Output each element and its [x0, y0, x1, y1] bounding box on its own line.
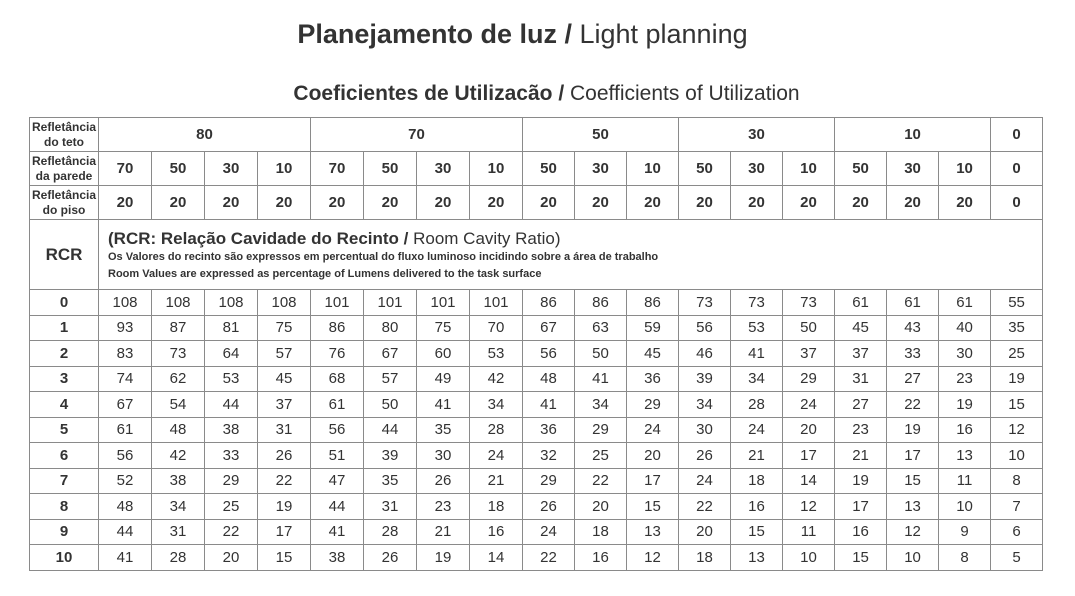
ceiling-reflectance-value: 10: [835, 118, 991, 152]
coefficient-cell: 42: [470, 366, 523, 392]
coefficient-cell: 29: [575, 417, 627, 443]
wall-reflectance-value: 10: [783, 152, 835, 186]
coefficient-cell: 24: [731, 417, 783, 443]
coefficient-cell: 30: [939, 341, 991, 367]
coefficient-cell: 19: [258, 494, 311, 520]
coefficient-cell: 29: [627, 392, 679, 418]
coefficient-cell: 45: [258, 366, 311, 392]
coefficient-cell: 41: [311, 519, 364, 545]
floor-reflectance-value: 20: [99, 186, 152, 220]
coefficient-cell: 38: [311, 545, 364, 571]
wall-reflectance-value: 50: [523, 152, 575, 186]
coefficient-cell: 17: [835, 494, 887, 520]
wall-reflectance-value: 30: [205, 152, 258, 186]
coefficient-cell: 20: [783, 417, 835, 443]
coefficient-cell: 15: [731, 519, 783, 545]
coefficient-cell: 36: [523, 417, 575, 443]
coefficient-cell: 12: [783, 494, 835, 520]
coefficient-cell: 17: [258, 519, 311, 545]
coefficient-cell: 22: [679, 494, 731, 520]
coefficient-cell: 20: [627, 443, 679, 469]
coefficient-cell: 80: [364, 315, 417, 341]
coefficient-cell: 19: [835, 468, 887, 494]
table-row: [30, 417, 1043, 443]
coefficient-cell: 12: [627, 545, 679, 571]
coefficient-cell: 28: [364, 519, 417, 545]
coefficient-cell: 61: [311, 392, 364, 418]
coefficient-cell: 12: [887, 519, 939, 545]
table-title-bold: Coeficientes de Utilizacão /: [293, 82, 565, 105]
rcr-value: 6: [30, 443, 99, 469]
wall-reflectance-value: 0: [991, 152, 1043, 186]
coefficient-cell: 24: [470, 443, 523, 469]
coefficient-cell: 15: [627, 494, 679, 520]
coefficient-cell: 25: [991, 341, 1043, 367]
rcr-value: 4: [30, 392, 99, 418]
rcr-note-portuguese: Os Valores do recinto são expressos em percentual do fluxo luminoso incidindo sobre a área de trabalho: [108, 250, 659, 263]
floor-reflectance-value: 20: [575, 186, 627, 220]
coefficient-cell: 27: [835, 392, 887, 418]
coefficient-cell: 14: [783, 468, 835, 494]
floor-reflectance-value: 20: [783, 186, 835, 220]
coefficient-cell: 5: [991, 545, 1043, 571]
coefficient-cell: 44: [364, 417, 417, 443]
coefficient-cell: 56: [523, 341, 575, 367]
coefficient-cell: 16: [835, 519, 887, 545]
page-title-regular: Light planning: [571, 19, 748, 49]
coefficient-cell: 34: [731, 366, 783, 392]
coefficient-cell: 38: [152, 468, 205, 494]
coefficient-cell: 8: [939, 545, 991, 571]
floor-reflectance-value: 20: [939, 186, 991, 220]
coefficient-cell: 29: [205, 468, 258, 494]
coefficient-cell: 14: [470, 545, 523, 571]
coefficient-cell: 67: [523, 315, 575, 341]
rcr-note-title-bold: (RCR: Relação Cavidade do Recinto /: [108, 228, 409, 248]
coefficient-cell: 31: [364, 494, 417, 520]
table-row: [30, 366, 1043, 392]
coefficient-cell: 62: [152, 366, 205, 392]
rcr-value: 1: [30, 315, 99, 341]
coefficient-cell: 28: [731, 392, 783, 418]
coefficient-cell: 15: [887, 468, 939, 494]
coefficient-cell: 81: [205, 315, 258, 341]
wall-reflectance-label: Refletância da parede: [30, 152, 99, 186]
coefficient-cell: 64: [205, 341, 258, 367]
floor-reflectance-value: 20: [258, 186, 311, 220]
coefficient-cell: 15: [991, 392, 1043, 418]
floor-reflectance-value: 20: [152, 186, 205, 220]
coefficient-cell: 57: [258, 341, 311, 367]
coefficient-cell: 101: [470, 290, 523, 316]
coefficient-cell: 6: [991, 519, 1043, 545]
rcr-value: 3: [30, 366, 99, 392]
coefficient-cell: 9: [939, 519, 991, 545]
wall-reflectance-value: 70: [311, 152, 364, 186]
coefficient-cell: 15: [835, 545, 887, 571]
coefficient-cell: 108: [205, 290, 258, 316]
coefficient-cell: 31: [835, 366, 887, 392]
coefficient-cell: 19: [417, 545, 470, 571]
floor-reflectance-value: 20: [364, 186, 417, 220]
table-row: [30, 494, 1043, 520]
coefficient-cell: 21: [470, 468, 523, 494]
coefficient-cell: 49: [417, 366, 470, 392]
coefficient-cell: 22: [575, 468, 627, 494]
coefficient-cell: 17: [887, 443, 939, 469]
page-title: [0, 16, 1045, 52]
coefficient-cell: 56: [311, 417, 364, 443]
coefficient-cell: 10: [939, 494, 991, 520]
rcr-value: 10: [30, 545, 99, 571]
coefficient-cell: 35: [364, 468, 417, 494]
coefficient-cell: 12: [991, 417, 1043, 443]
coefficient-cell: 87: [152, 315, 205, 341]
rcr-value: 5: [30, 417, 99, 443]
coefficient-cell: 48: [523, 366, 575, 392]
wall-reflectance-row: [30, 152, 1043, 186]
coefficient-cell: 21: [835, 443, 887, 469]
coefficient-cell: 73: [679, 290, 731, 316]
floor-reflectance-value: 20: [887, 186, 939, 220]
coefficient-cell: 56: [679, 315, 731, 341]
ceiling-reflectance-value: 0: [991, 118, 1043, 152]
floor-reflectance-label: Refletância do piso: [30, 186, 99, 220]
coefficient-cell: 61: [887, 290, 939, 316]
coefficient-cell: 34: [679, 392, 731, 418]
coefficient-cell: 75: [258, 315, 311, 341]
coefficient-cell: 21: [731, 443, 783, 469]
coefficient-cell: 20: [575, 494, 627, 520]
coefficient-cell: 13: [939, 443, 991, 469]
ceiling-reflectance-value: 80: [99, 118, 311, 152]
coefficient-cell: 93: [99, 315, 152, 341]
coefficient-cell: 34: [470, 392, 523, 418]
wall-reflectance-value: 30: [575, 152, 627, 186]
coefficient-cell: 35: [991, 315, 1043, 341]
coefficient-cell: 44: [205, 392, 258, 418]
table-row: [30, 519, 1043, 545]
ceiling-reflectance-value: 30: [679, 118, 835, 152]
coefficient-cell: 45: [835, 315, 887, 341]
coefficient-cell: 26: [417, 468, 470, 494]
coefficient-cell: 44: [311, 494, 364, 520]
coefficient-cell: 53: [470, 341, 523, 367]
rcr-column-header: RCR: [30, 220, 99, 290]
rcr-value: 2: [30, 341, 99, 367]
coefficient-cell: 29: [783, 366, 835, 392]
coefficient-cell: 45: [627, 341, 679, 367]
coefficient-cell: 53: [205, 366, 258, 392]
floor-reflectance-value: 0: [991, 186, 1043, 220]
coefficient-cell: 20: [205, 545, 258, 571]
coefficient-cell: 24: [523, 519, 575, 545]
ceiling-reflectance-label: Refletância do teto: [30, 118, 99, 152]
coefficient-cell: 10: [991, 443, 1043, 469]
wall-reflectance-value: 30: [887, 152, 939, 186]
coefficient-cell: 83: [99, 341, 152, 367]
page-title-bold: Planejamento de luz /: [297, 19, 572, 49]
coefficient-cell: 57: [364, 366, 417, 392]
wall-reflectance-value: 50: [835, 152, 887, 186]
coefficient-cell: 37: [258, 392, 311, 418]
coefficient-cell: 19: [991, 366, 1043, 392]
floor-reflectance-value: 20: [205, 186, 258, 220]
floor-reflectance-value: 20: [679, 186, 731, 220]
coefficient-cell: 50: [364, 392, 417, 418]
rcr-value: 0: [30, 290, 99, 316]
coefficient-cell: 31: [152, 519, 205, 545]
coefficient-cell: 101: [311, 290, 364, 316]
wall-reflectance-value: 50: [152, 152, 205, 186]
coefficient-cell: 13: [731, 545, 783, 571]
rcr-value: 8: [30, 494, 99, 520]
coefficient-cell: 23: [417, 494, 470, 520]
table-row: [30, 290, 1043, 316]
coefficient-cell: 48: [99, 494, 152, 520]
coefficients-table: [29, 117, 1043, 571]
table-row: [30, 341, 1043, 367]
coefficient-cell: 56: [99, 443, 152, 469]
coefficient-cell: 38: [205, 417, 258, 443]
coefficient-cell: 75: [417, 315, 470, 341]
rcr-note-title-regular: Room Cavity Ratio): [408, 228, 561, 248]
coefficient-cell: 26: [679, 443, 731, 469]
coefficient-cell: 52: [99, 468, 152, 494]
coefficient-cell: 101: [417, 290, 470, 316]
coefficient-cell: 73: [731, 290, 783, 316]
wall-reflectance-value: 10: [470, 152, 523, 186]
coefficient-cell: 18: [470, 494, 523, 520]
coefficient-cell: 29: [523, 468, 575, 494]
coefficient-cell: 54: [152, 392, 205, 418]
rcr-note: [99, 220, 1043, 290]
coefficient-cell: 108: [99, 290, 152, 316]
floor-reflectance-row: [30, 186, 1043, 220]
wall-reflectance-value: 10: [258, 152, 311, 186]
coefficient-cell: 76: [311, 341, 364, 367]
coefficient-cell: 18: [575, 519, 627, 545]
coefficient-cell: 20: [679, 519, 731, 545]
coefficient-cell: 34: [575, 392, 627, 418]
coefficient-cell: 74: [99, 366, 152, 392]
coefficient-cell: 67: [99, 392, 152, 418]
coefficient-cell: 30: [679, 417, 731, 443]
coefficient-cell: 7: [991, 494, 1043, 520]
coefficient-cell: 16: [470, 519, 523, 545]
coefficient-cell: 18: [731, 468, 783, 494]
wall-reflectance-value: 50: [364, 152, 417, 186]
coefficient-cell: 41: [417, 392, 470, 418]
coefficient-cell: 37: [835, 341, 887, 367]
coefficient-cell: 86: [627, 290, 679, 316]
coefficient-cell: 8: [991, 468, 1043, 494]
coefficient-cell: 16: [575, 545, 627, 571]
coefficient-cell: 108: [152, 290, 205, 316]
coefficient-cell: 39: [679, 366, 731, 392]
coefficient-cell: 24: [679, 468, 731, 494]
coefficient-cell: 11: [939, 468, 991, 494]
floor-reflectance-value: 20: [417, 186, 470, 220]
coefficient-cell: 16: [939, 417, 991, 443]
table-row: [30, 392, 1043, 418]
rcr-note-english: Room Values are expressed as percentage of Lumens delivered to the task surface: [108, 267, 542, 280]
coefficient-cell: 39: [364, 443, 417, 469]
coefficient-cell: 10: [783, 545, 835, 571]
rcr-value: 7: [30, 468, 99, 494]
coefficient-cell: 15: [258, 545, 311, 571]
floor-reflectance-value: 20: [470, 186, 523, 220]
coefficient-cell: 86: [311, 315, 364, 341]
wall-reflectance-value: 50: [679, 152, 731, 186]
coefficient-cell: 46: [679, 341, 731, 367]
floor-reflectance-value: 20: [311, 186, 364, 220]
coefficient-cell: 24: [627, 417, 679, 443]
coefficient-cell: 63: [575, 315, 627, 341]
table-row: [30, 545, 1043, 571]
coefficient-cell: 108: [258, 290, 311, 316]
coefficient-cell: 18: [679, 545, 731, 571]
wall-reflectance-value: 10: [627, 152, 679, 186]
coefficient-cell: 31: [258, 417, 311, 443]
coefficient-cell: 61: [99, 417, 152, 443]
coefficient-cell: 22: [523, 545, 575, 571]
coefficient-cell: 59: [627, 315, 679, 341]
coefficient-cell: 36: [627, 366, 679, 392]
coefficient-cell: 27: [887, 366, 939, 392]
wall-reflectance-value: 30: [731, 152, 783, 186]
rcr-note-title: [108, 228, 1042, 249]
wall-reflectance-value: 30: [417, 152, 470, 186]
coefficient-cell: 101: [364, 290, 417, 316]
coefficient-cell: 43: [887, 315, 939, 341]
floor-reflectance-value: 20: [835, 186, 887, 220]
rcr-value: 9: [30, 519, 99, 545]
coefficient-cell: 42: [152, 443, 205, 469]
coefficient-cell: 41: [731, 341, 783, 367]
coefficient-cell: 21: [417, 519, 470, 545]
coefficient-cell: 47: [311, 468, 364, 494]
coefficient-cell: 17: [627, 468, 679, 494]
coefficient-cell: 73: [783, 290, 835, 316]
wall-reflectance-value: 70: [99, 152, 152, 186]
coefficient-cell: 61: [835, 290, 887, 316]
coefficient-cell: 35: [417, 417, 470, 443]
table-row: [30, 315, 1043, 341]
coefficient-cell: 17: [783, 443, 835, 469]
rcr-header-row: [30, 220, 1043, 290]
table-row: [30, 443, 1043, 469]
table-title: [0, 80, 1075, 108]
floor-reflectance-value: 20: [731, 186, 783, 220]
coefficient-cell: 51: [311, 443, 364, 469]
wall-reflectance-value: 10: [939, 152, 991, 186]
coefficient-cell: 19: [939, 392, 991, 418]
coefficient-cell: 28: [470, 417, 523, 443]
coefficient-cell: 41: [99, 545, 152, 571]
coefficient-cell: 55: [991, 290, 1043, 316]
coefficient-cell: 33: [887, 341, 939, 367]
coefficient-cell: 19: [887, 417, 939, 443]
coefficient-cell: 40: [939, 315, 991, 341]
ceiling-reflectance-row: [30, 118, 1043, 152]
coefficient-cell: 16: [731, 494, 783, 520]
coefficient-cell: 10: [887, 545, 939, 571]
coefficient-cell: 24: [783, 392, 835, 418]
coefficient-cell: 28: [152, 545, 205, 571]
coefficient-cell: 25: [575, 443, 627, 469]
coefficient-cell: 33: [205, 443, 258, 469]
coefficient-cell: 30: [417, 443, 470, 469]
coefficient-cell: 50: [575, 341, 627, 367]
table-body: [30, 118, 1043, 571]
coefficient-cell: 67: [364, 341, 417, 367]
floor-reflectance-value: 20: [627, 186, 679, 220]
coefficient-cell: 25: [205, 494, 258, 520]
coefficient-cell: 26: [364, 545, 417, 571]
ceiling-reflectance-value: 50: [523, 118, 679, 152]
coefficient-cell: 32: [523, 443, 575, 469]
coefficient-cell: 61: [939, 290, 991, 316]
coefficient-cell: 41: [575, 366, 627, 392]
table-row: [30, 468, 1043, 494]
coefficient-cell: 34: [152, 494, 205, 520]
coefficient-cell: 11: [783, 519, 835, 545]
coefficient-cell: 26: [523, 494, 575, 520]
coefficient-cell: 86: [575, 290, 627, 316]
coefficient-cell: 13: [627, 519, 679, 545]
coefficient-cell: 23: [939, 366, 991, 392]
coefficient-cell: 22: [887, 392, 939, 418]
table-title-regular: Coefficients of Utilization: [564, 82, 800, 105]
coefficient-cell: 13: [887, 494, 939, 520]
coefficient-cell: 23: [835, 417, 887, 443]
ceiling-reflectance-value: 70: [311, 118, 523, 152]
coefficient-cell: 22: [258, 468, 311, 494]
coefficient-cell: 26: [258, 443, 311, 469]
coefficient-cell: 73: [152, 341, 205, 367]
coefficient-cell: 53: [731, 315, 783, 341]
coefficient-cell: 60: [417, 341, 470, 367]
coefficient-cell: 68: [311, 366, 364, 392]
coefficient-cell: 44: [99, 519, 152, 545]
floor-reflectance-value: 20: [523, 186, 575, 220]
coefficient-cell: 22: [205, 519, 258, 545]
coefficient-cell: 86: [523, 290, 575, 316]
coefficient-cell: 37: [783, 341, 835, 367]
coefficient-cell: 48: [152, 417, 205, 443]
coefficient-cell: 41: [523, 392, 575, 418]
coefficient-cell: 50: [783, 315, 835, 341]
coefficient-cell: 70: [470, 315, 523, 341]
